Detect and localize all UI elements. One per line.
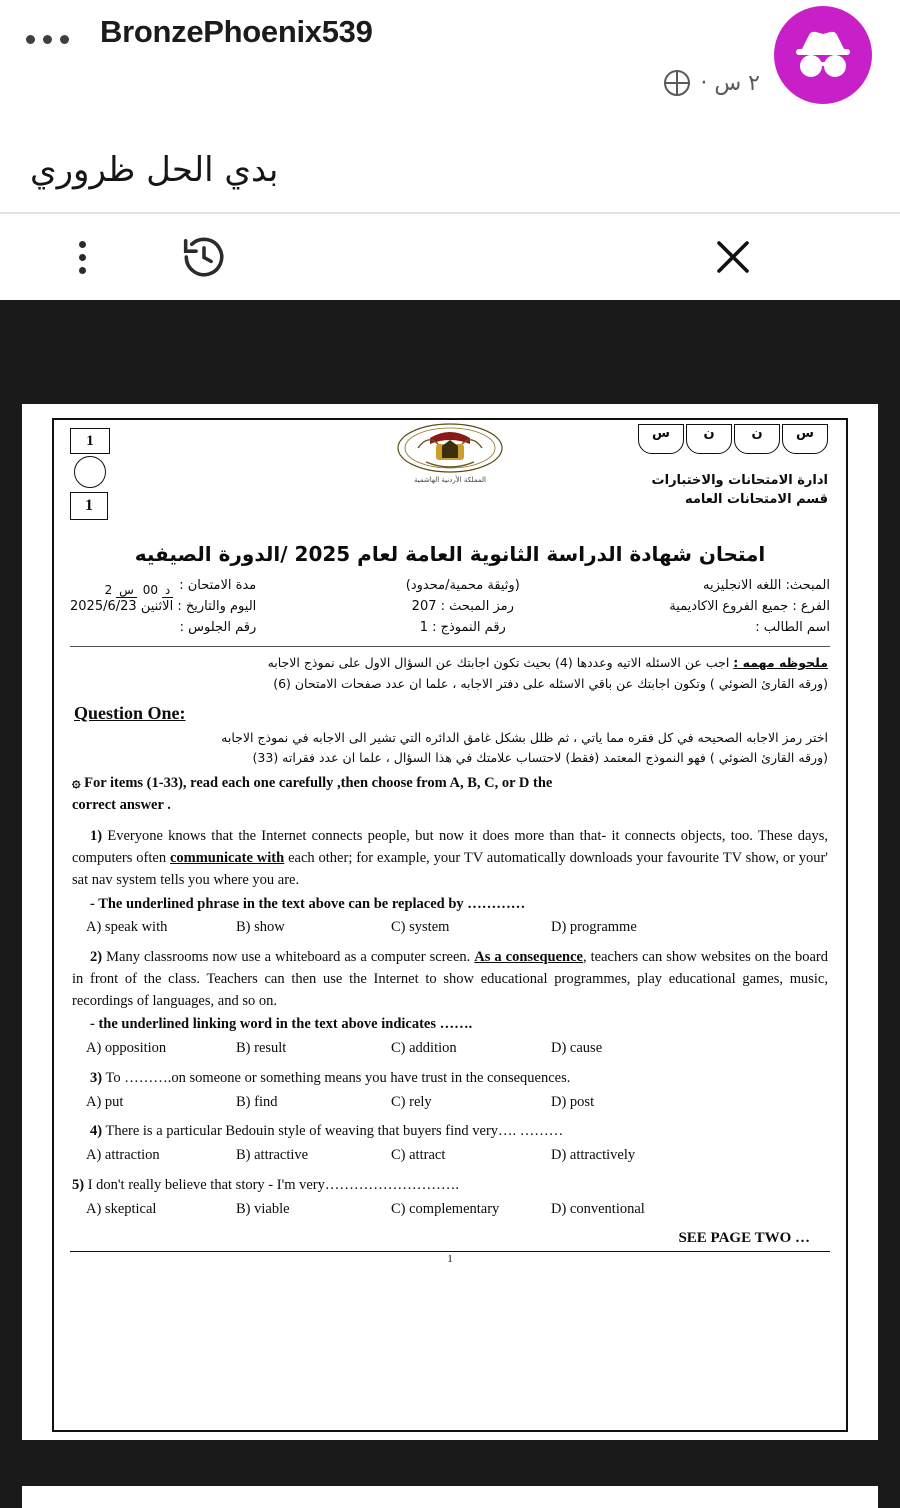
choice-b: B) viable <box>236 1200 290 1217</box>
item-stem-pre: To ……….on someone or something means you have trust in the consequences. <box>105 1069 571 1086</box>
incognito-avatar-icon <box>792 27 854 83</box>
item-number: 2) <box>90 949 103 966</box>
item-choices <box>72 1145 828 1167</box>
dot <box>26 35 35 44</box>
item-stem <box>72 1121 828 1143</box>
corner-circle <box>74 456 106 488</box>
choice-c: C) attract <box>391 1147 446 1164</box>
corner-box-bottom: 1 <box>70 492 108 520</box>
item-number: 3) <box>90 1069 103 1086</box>
question-one-arabic <box>68 728 832 769</box>
student-name-label: اسم الطالب : <box>755 619 830 635</box>
department-line-1: ادارة الامتحانات والاختبارات <box>651 473 828 488</box>
duration-minutes <box>143 584 173 597</box>
national-crest <box>394 422 506 484</box>
page-number: 1 <box>70 1251 830 1265</box>
answer-tab-row <box>638 424 828 454</box>
exam-document-image[interactable] <box>22 404 878 1440</box>
exam-item <box>72 947 828 1060</box>
post-body-text: بدي الحل ظروري <box>30 150 279 190</box>
duration-hours-head: س <box>116 583 137 598</box>
document-sheet <box>52 418 848 1432</box>
choice-c: C) system <box>391 919 450 936</box>
item-stem-pre: Everyone knows that the Internet connects people, but now it does more than that- it connects objects, too. These days, computers often <box>72 828 828 867</box>
history-clock-icon[interactable] <box>176 229 232 285</box>
post-username[interactable]: BronzePhoenix539 <box>100 14 373 49</box>
model-number-label: رقم النموذج : 1 <box>419 619 506 635</box>
choice-c: C) rely <box>391 1093 432 1110</box>
dot <box>79 267 86 274</box>
item-choices <box>72 1092 828 1114</box>
branch-label: الفرع : جميع الفروع الاكاديمية <box>669 598 830 614</box>
item-stem <box>72 826 828 891</box>
seat-number-label: رقم الجلوس : <box>179 619 257 635</box>
choice-d: D) attractively <box>551 1147 636 1164</box>
exam-item <box>72 1068 828 1114</box>
next-page-strip <box>22 1486 878 1508</box>
exam-item <box>72 826 828 939</box>
post-meta <box>664 70 760 96</box>
note-text-1: اجب عن الاسئله الاتيه وعددها (4) بحيث تكون اجابتك عن السؤال الاول على نموذج الاجابه <box>267 655 730 671</box>
choice-b: B) show <box>236 919 285 936</box>
dot <box>79 241 86 248</box>
item-subquestion: - the underlined linking word in the text above indicates ……. <box>90 1016 473 1033</box>
close-x-icon[interactable] <box>706 230 760 284</box>
duration-minutes-head: د <box>162 583 173 598</box>
info-col-left <box>70 576 256 638</box>
exam-info-grid <box>68 576 832 638</box>
choice-c: C) complementary <box>391 1200 500 1217</box>
crest-icon <box>396 422 504 474</box>
choice-d: D) programme <box>551 919 637 936</box>
item-number: 5) <box>72 1176 85 1193</box>
important-note <box>68 653 832 694</box>
duration-label: مدة الامتحان : <box>179 578 257 593</box>
item-stem-post: each other; for example, your TV automatically downloads your favourite TV show, or your' sat nav system tells you where you are. <box>72 850 828 888</box>
tab-cell: س <box>638 424 684 454</box>
avatar[interactable] <box>774 6 872 104</box>
post-timestamp: ٢ س · <box>700 70 760 96</box>
item-stem <box>72 947 828 1012</box>
department-line-2: قسم الامتحانات العامه <box>684 491 828 507</box>
choice-b: B) result <box>236 1040 287 1057</box>
item-stem-post: , teachers can show websites on the board in front of the class. Teachers can then use the Internet to show educational programmes, play educational games, music, recordings of languages, and so on. <box>72 949 829 1009</box>
choice-a: A) opposition <box>86 1040 167 1057</box>
dot <box>43 35 52 44</box>
choice-a: A) attraction <box>86 1147 160 1164</box>
doc-type-label: (وثيقة محمية/محدود) <box>405 578 520 593</box>
item-number: 1) <box>90 828 103 845</box>
item-choices <box>72 1038 828 1060</box>
duration-hours <box>105 584 137 597</box>
duration-hours-value: 2 <box>104 582 113 597</box>
dot <box>79 254 86 261</box>
q1-en-line-1: ۞ For items (1-33), read each one carefully ,then choose from A, B, C, or D the <box>72 774 553 791</box>
item-stem-pre: There is a particular Bedouin style of weaving that buyers find very…. ……… <box>105 1123 564 1140</box>
item-subquestion: - The underlined phrase in the text above can be replaced by ………… <box>90 895 526 912</box>
choice-b: B) attractive <box>236 1147 309 1164</box>
tab-cell: ن <box>686 424 732 454</box>
corner-box-top: 1 <box>70 428 110 454</box>
item-stem <box>72 1175 828 1197</box>
media-viewer[interactable] <box>0 300 900 1508</box>
choice-a: A) put <box>86 1093 124 1110</box>
q1-en-line-2: correct answer . <box>72 796 171 813</box>
question-one-english <box>72 773 828 817</box>
tab-cell: ن <box>734 424 780 454</box>
note-text-2: (ورقه القارئ الضوئي ) وتكون اجابتك عن باقي الاسئله على دفتر الاجابه ، علما ان عدد صفحات الامتحان (6) <box>273 676 828 692</box>
item-choices <box>72 1199 828 1221</box>
department-heading <box>652 472 828 510</box>
choice-d: D) post <box>551 1093 595 1110</box>
choice-d: D) conventional <box>551 1200 645 1217</box>
tab-cell: س <box>782 424 828 454</box>
choice-d: D) cause <box>551 1040 603 1057</box>
viewer-toolbar <box>0 214 900 300</box>
item-stem-pre: I don't really believe that story - I'm very………………………. <box>87 1176 459 1193</box>
subject-code-label: رمز المبحث : 207 <box>411 598 514 614</box>
item-number: 4) <box>90 1123 103 1140</box>
q1-ar-line-1: اختر رمز الاجابه الصحيحه في كل فقره مما ياتي ، ثم ظلل بشكل غامق الدائره التي تشير الى الاجابه في نموذج الاجابه <box>221 729 828 745</box>
choice-a: A) skeptical <box>86 1200 157 1217</box>
choice-a: A) speak with <box>86 919 168 936</box>
kebab-menu-icon[interactable] <box>62 233 102 281</box>
exam-item <box>72 1175 828 1221</box>
info-col-right <box>669 576 830 638</box>
crest-caption: المملكة الأردنية الهاشمية <box>413 476 487 484</box>
document-header <box>68 428 832 536</box>
duration-minutes-value: 00 <box>142 582 159 597</box>
subject-label: المبحث: اللغه الانجليزيه <box>703 578 830 593</box>
ellipsis-icon[interactable] <box>26 28 78 50</box>
choice-c: C) addition <box>391 1040 457 1057</box>
item-underlined: communicate with <box>169 850 285 867</box>
see-page-note: SEE PAGE TWO … <box>678 1230 810 1247</box>
day-date-label: اليوم والتاريخ : الاثنين 2025/6/23 <box>70 598 257 614</box>
post-header <box>0 0 900 128</box>
question-one-title: Question One: <box>74 702 186 723</box>
item-stem-pre: Many classrooms now use a whiteboard as a computer screen. <box>106 949 475 966</box>
divider <box>70 646 830 647</box>
dot <box>60 35 69 44</box>
info-col-mid <box>406 576 520 638</box>
exam-title: امتحان شهادة الدراسة الثانوية العامة لعام 2025 /الدورة الصيفيه <box>134 542 766 566</box>
globe-icon <box>664 70 690 96</box>
note-label: ملحوظه مهمه : <box>733 655 828 671</box>
item-stem <box>72 1068 828 1090</box>
item-underlined: As a consequence <box>474 949 583 966</box>
note-line-1 <box>72 653 828 674</box>
exam-item <box>72 1121 828 1167</box>
q1-ar-line-2: (ورقه القارئ الضوئي ) فهو النموذج المعتمد (فقط) لاحتساب علامتك في هذا السؤال ، علما ان عدد فقراته (33) <box>252 750 828 766</box>
choice-b: B) find <box>236 1093 278 1110</box>
duration-row <box>70 576 256 597</box>
item-choices <box>72 917 828 939</box>
